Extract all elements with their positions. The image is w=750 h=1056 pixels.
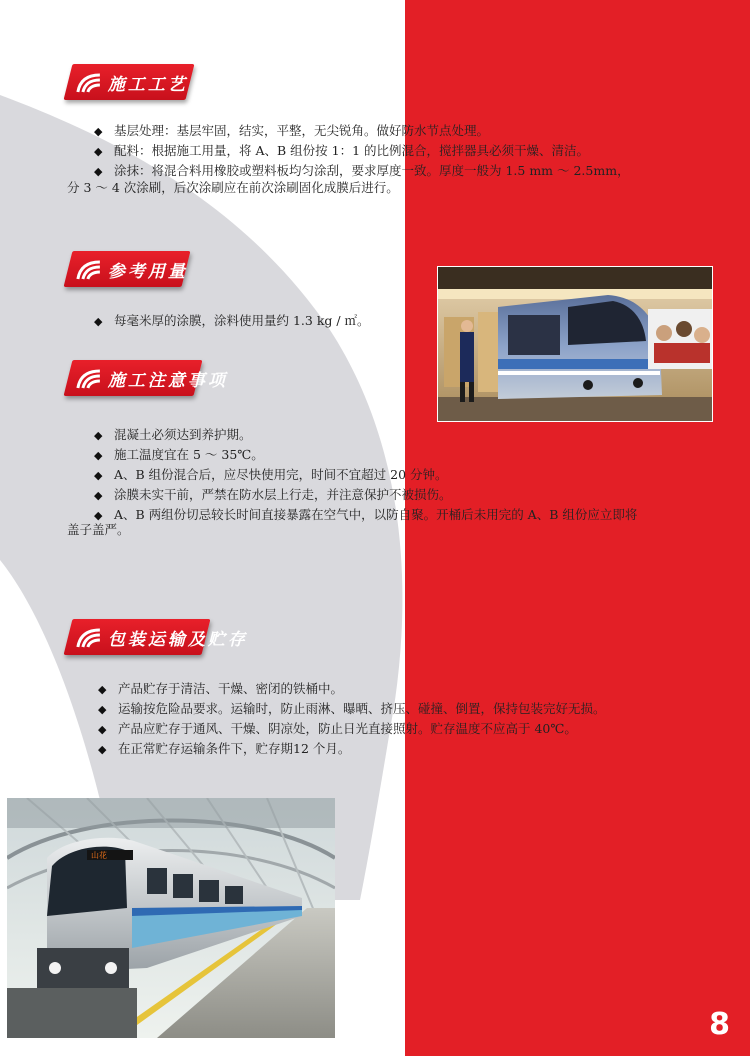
train-destination-display: 山花 <box>91 851 107 860</box>
heading-title: 施工注意事项 <box>108 370 228 391</box>
list-item: ◆ 运输按危险品要求。运输时，防止雨淋、曝晒、挤压、碰撞、倒置，保持包装完好无损。 <box>98 699 606 719</box>
diamond-bullet-icon: ◆ <box>98 743 107 756</box>
diamond-bullet-icon: ◆ <box>98 683 107 696</box>
list-item: ◆ 产品贮存于清洁、干燥、密闭的铁桶中。 <box>98 679 606 699</box>
usage-list <box>94 311 370 331</box>
list-item: ◆ A、B 组份混合后，应尽快使用完，时间不宜超过 20 分钟。 <box>94 465 637 485</box>
arch-logo-icon <box>76 258 102 280</box>
diamond-bullet-icon: ◆ <box>98 703 107 716</box>
heading-title: 施工工艺 <box>108 74 188 95</box>
heading-title: 包装运输及贮存 <box>108 629 248 650</box>
diamond-bullet-icon: ◆ <box>94 429 103 442</box>
arch-logo-icon <box>76 71 102 93</box>
list-item: ◆ 基层处理：基层牢固，结实，平整，无尖锐角。做好防水节点处理。 <box>94 121 630 141</box>
diamond-bullet-icon: ◆ <box>94 509 103 522</box>
precautions-list <box>94 425 637 525</box>
heading-storage <box>64 619 248 655</box>
heading-construction <box>64 64 195 100</box>
heading-precautions <box>64 360 228 396</box>
diamond-bullet-icon: ◆ <box>94 489 103 502</box>
diamond-bullet-icon: ◆ <box>94 469 103 482</box>
list-item: ◆ 混凝土必须达到养护期。 <box>94 425 637 445</box>
list-item: ◆ 配料：根据施工用量，将 A、B 组份按 1：1 的比例混合，搅拌器具必须干燥、清洁。 <box>94 141 630 161</box>
storage-list <box>98 679 606 759</box>
arch-logo-icon <box>76 626 102 648</box>
construction-list <box>94 121 630 181</box>
elevated-train-photo <box>7 798 335 1038</box>
diamond-bullet-icon: ◆ <box>98 723 107 736</box>
list-item: ◆ 施工温度宜在 5 ～ 35℃。 <box>94 445 637 465</box>
heading-title: 参考用量 <box>108 261 188 282</box>
list-item: ◆ 涂膜未实干前，严禁在防水层上行走，并注意保护不被损伤。 <box>94 485 637 505</box>
list-item: ◆ 产品应贮存于通风、干燥、阴凉处，防止日光直接照射。贮存温度不应高于 40℃。 <box>98 719 606 739</box>
diamond-bullet-icon: ◆ <box>94 125 103 138</box>
list-item: ◆ 涂抹：将混合料用橡胶或塑料板均匀涂刮，要求厚度一致。厚度一般为 1.5 mm ～ 2.5mm， <box>94 161 630 181</box>
list-item: ◆ A、B 两组份切忌较长时间直接暴露在空气中，以防自聚。开桶后未用完的 A、B 组份应立即将 <box>94 505 637 525</box>
arch-logo-icon <box>76 367 102 389</box>
subway-station-photo <box>437 266 713 422</box>
page-number: 8 <box>709 1007 730 1042</box>
list-item-continuation: 分 3 ～ 4 次涂刷，后次涂刷应在前次涂刷固化成膜后进行。 <box>67 180 399 195</box>
list-item-continuation: 盖子盖严。 <box>67 522 130 537</box>
heading-usage <box>64 251 191 287</box>
diamond-bullet-icon: ◆ <box>94 165 103 178</box>
list-item: ◆ 每毫米厚的涂膜，涂料使用量约 1.3 kg / ㎡。 <box>94 311 370 331</box>
diamond-bullet-icon: ◆ <box>94 315 103 328</box>
diamond-bullet-icon: ◆ <box>94 145 103 158</box>
list-item: ◆ 在正常贮存运输条件下，贮存期12 个月。 <box>98 739 606 759</box>
diamond-bullet-icon: ◆ <box>94 449 103 462</box>
